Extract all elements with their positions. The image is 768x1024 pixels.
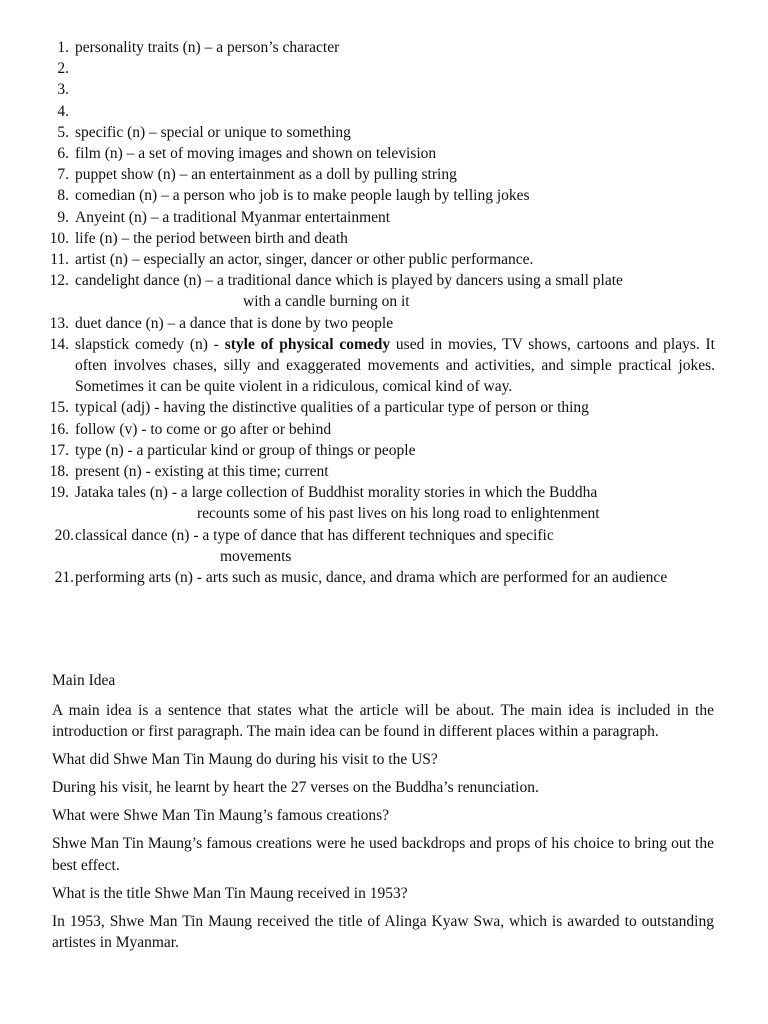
item-text — [75, 270, 715, 312]
item-text — [75, 482, 715, 524]
item-text: film (n) – a set of moving images and shown on television — [75, 145, 437, 163]
item-number: 7. — [57, 166, 69, 184]
vocab-item-6 — [0, 143, 768, 164]
main-idea-section — [52, 670, 714, 960]
vocab-item-14 — [0, 334, 768, 398]
item-number: 19. — [49, 484, 69, 502]
item-text — [75, 79, 715, 100]
item-text: personality traits (n) – a person’s character — [75, 39, 340, 56]
item-number: 5. — [57, 123, 69, 141]
vocab-item-21 — [0, 567, 768, 588]
vocab-item-20 — [0, 525, 768, 567]
vocab-item-7 — [0, 164, 768, 185]
item-text: typical (adj) - having the distinctive qualities of a particular type of person or thing — [75, 399, 589, 417]
question-1: What did Shwe Man Tin Maung do during his visit to the US? — [52, 751, 438, 768]
vocab-item-19 — [0, 482, 768, 524]
item-text: performing arts (n) - arts such as music, dance, and drama which are performed for an audience — [75, 569, 668, 587]
item-text: Anyeint (n) – a traditional Myanmar entertainment — [75, 208, 391, 226]
item-text-main: Jataka tales (n) - a large collection of Buddhist morality stories in which the Buddha — [75, 484, 598, 502]
item-number: 8. — [57, 187, 69, 205]
item-text: follow (v) - to come or go after or behind — [75, 420, 332, 438]
item-text — [75, 334, 715, 398]
vocab-item-18 — [0, 461, 768, 482]
vocab-item-16 — [0, 419, 768, 440]
item-text-lead: slapstick comedy (n) - — [75, 335, 225, 353]
vocab-item-8 — [0, 185, 768, 206]
item-text — [75, 525, 715, 567]
item-number: 18. — [49, 463, 69, 481]
item-number: 17. — [49, 441, 69, 459]
item-text: comedian (n) – a person who job is to make people laugh by telling jokes — [75, 187, 530, 205]
answer-3: In 1953, Shwe Man Tin Maung received the title of Alinga Kyaw Swa, which is awarded to outstanding artistes in Myanmar. — [52, 912, 714, 951]
vocab-item-13 — [0, 313, 768, 334]
item-number: 9. — [57, 208, 69, 226]
item-text-main: classical dance (n) - a type of dance that has different techniques and specific — [75, 526, 554, 544]
item-number: 15. — [49, 399, 69, 417]
item-number: 16. — [49, 420, 69, 438]
item-number: 2. — [57, 60, 69, 78]
item-text — [75, 58, 715, 79]
vocab-item-9 — [0, 207, 768, 228]
item-text: duet dance (n) – a dance that is done by two people — [75, 314, 394, 332]
item-text-continuation: recounts some of his past lives on his long road to enlightenment — [197, 505, 600, 523]
item-text-continuation: movements — [220, 547, 292, 565]
item-number: 14. — [49, 335, 69, 353]
item-number: 11. — [50, 251, 69, 269]
item-number: 12. — [49, 272, 69, 290]
item-text: specific (n) – special or unique to something — [75, 123, 351, 141]
item-text — [75, 101, 715, 122]
item-text: type (n) - a particular kind or group of things or people — [75, 441, 416, 459]
vocab-item-4 — [0, 101, 768, 122]
definition-paragraph: A main idea is a sentence that states what the article will be about. The main idea is included in the introduction or first paragraph. The main idea can be found in different places within a paragraph. — [52, 701, 714, 740]
item-text: artist (n) – especially an actor, singer, dancer or other public performance. — [75, 251, 534, 269]
item-number: 1. — [57, 39, 69, 56]
question-2: What were Shwe Man Tin Maung’s famous creations? — [52, 807, 390, 824]
item-number: 3. — [57, 81, 69, 99]
item-text-bold: style of physical comedy — [224, 335, 391, 353]
vocab-item-15 — [0, 397, 768, 418]
item-number: 10. — [49, 229, 69, 247]
item-text-rest: used in movies, TV shows, cartoons and plays. It often involves chases, silly and exaggerated movements and activities, and simple practical jokes. Sometimes it can be quite violent in a ridiculous, comical kind of way. — [75, 335, 715, 396]
vocabulary-list — [0, 37, 768, 588]
item-text: puppet show (n) – an entertainment as a doll by pulling string — [75, 166, 457, 184]
vocab-item-1 — [0, 37, 768, 58]
item-text-continuation: with a candle burning on it — [243, 293, 410, 311]
vocab-item-12 — [0, 270, 768, 312]
item-number: 4. — [57, 102, 69, 120]
answer-2: Shwe Man Tin Maung’s famous creations were he used backdrops and props of his choice to bring out the best effect. — [52, 835, 714, 874]
section-heading: Main Idea — [52, 672, 116, 689]
answer-1: During his visit, he learnt by heart the 27 verses on the Buddha’s renunciation. — [52, 779, 539, 796]
vocab-item-11 — [0, 249, 768, 270]
item-text: present (n) - existing at this time; current — [75, 463, 329, 481]
item-text: life (n) – the period between birth and death — [75, 229, 348, 247]
vocab-item-17 — [0, 440, 768, 461]
vocab-item-3 — [0, 79, 768, 100]
item-number: 13. — [49, 314, 69, 332]
vocab-item-2 — [0, 58, 768, 79]
vocab-item-5 — [0, 122, 768, 143]
item-number: 20. — [54, 526, 74, 544]
item-number: 6. — [57, 145, 69, 163]
item-number: 21. — [54, 569, 74, 587]
vocab-item-10 — [0, 228, 768, 249]
item-text-main: candelight dance (n) – a traditional dance which is played by dancers using a small plate — [75, 272, 623, 290]
question-3: What is the title Shwe Man Tin Maung received in 1953? — [52, 884, 408, 902]
